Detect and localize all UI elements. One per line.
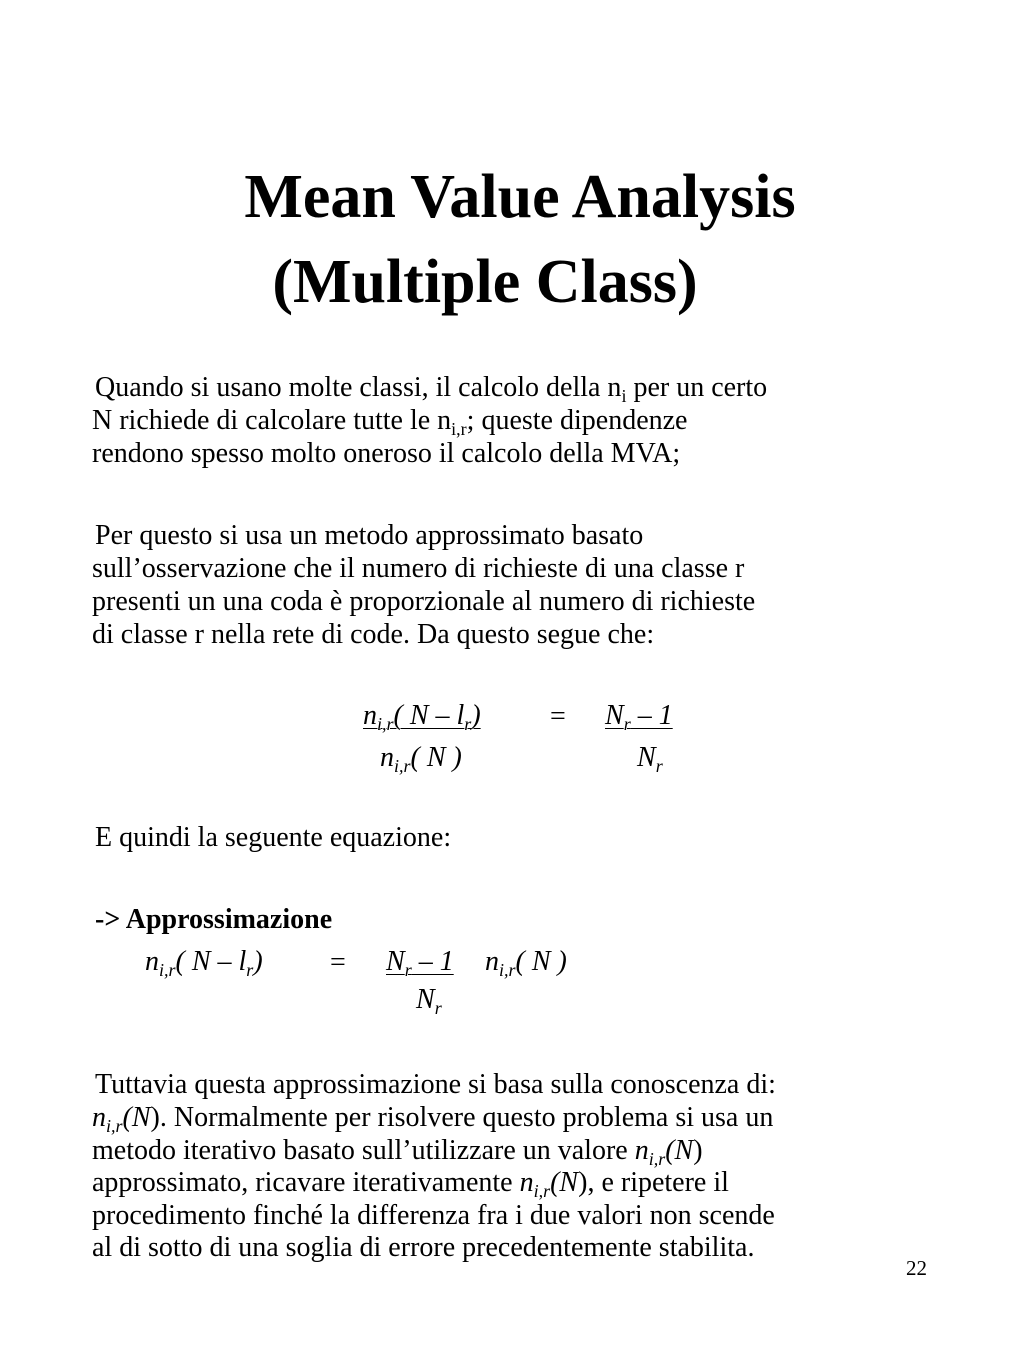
para4-line-6: al di sotto di una soglia di errore precedentemente stabilita.: [92, 1232, 755, 1263]
para2-line-3: presenti un una coda è proporzionale al numero di richieste: [92, 586, 756, 617]
para1-line-1: [95, 372, 767, 404]
subscript: r: [623, 714, 631, 734]
subscript: i: [621, 386, 627, 406]
paragraph-3: E quindi la seguente equazione:: [95, 822, 452, 853]
text: (N: [550, 1167, 579, 1198]
text: n: [363, 700, 377, 731]
text: n: [634, 1135, 649, 1166]
subscript: i,r: [377, 714, 394, 734]
text: n: [380, 742, 394, 773]
text: ): [253, 946, 263, 977]
text: ): [578, 1167, 588, 1198]
text: ): [693, 1135, 703, 1166]
text: ( N ): [515, 946, 567, 977]
subscript: i,r: [394, 756, 411, 776]
para2-line-2: sull’osservazione che il numero di richieste di una classe r: [92, 553, 745, 584]
subscript: r: [434, 998, 442, 1018]
subscript: i,r: [451, 419, 467, 439]
para2-line-1: Per questo si usa un metodo approssimato basato: [95, 520, 644, 551]
text: (N: [122, 1102, 151, 1133]
text: N richiede di calcolare tutte le n: [92, 405, 452, 436]
eq1-left-denominator: [380, 742, 462, 774]
text: approssimato, ricavare iterativamente: [92, 1167, 520, 1198]
text: n: [519, 1167, 534, 1198]
text: – 1: [630, 700, 673, 731]
page-number: 22: [906, 1256, 927, 1280]
text: ): [150, 1102, 160, 1133]
slide-title: [0, 155, 1024, 325]
text: n: [92, 1102, 106, 1133]
text: . Normalmente per risolvere questo problema si usa un: [159, 1102, 774, 1133]
text: – 1: [411, 946, 454, 977]
subscript: r: [246, 960, 254, 980]
subscript: r: [464, 714, 472, 734]
subscript: r: [655, 756, 663, 776]
title-line-2: (Multiple Class): [272, 248, 698, 316]
text: ( N ): [410, 742, 462, 773]
eq1-left-numerator: [363, 700, 481, 732]
subscript: r: [404, 960, 412, 980]
para2-line-4: di classe r nella rete di code. Da questo segue che:: [92, 619, 655, 650]
title-line-1: Mean Value Analysis: [244, 163, 796, 231]
eq1-equals: =: [550, 701, 566, 732]
subscript: i,r: [533, 1181, 551, 1201]
text: metodo iterativo basato sull’utilizzare un valore: [92, 1135, 635, 1166]
text: n: [485, 946, 499, 977]
approximation-heading: -> Approssimazione: [95, 904, 333, 935]
text: Quando si usano molte classi, il calcolo della n: [95, 372, 622, 403]
text: ): [471, 700, 481, 731]
eq2-fraction-numerator: [386, 946, 454, 978]
para4-line-1: Tuttavia questa approssimazione si basa sulla conoscenza di:: [95, 1069, 776, 1100]
text: n: [145, 946, 159, 977]
eq2-factor: [485, 946, 567, 978]
eq2-fraction-denominator: [416, 984, 442, 1016]
text: N: [386, 946, 405, 977]
para4-line-5: procedimento finché la differenza fra i due valori non scende: [92, 1200, 775, 1231]
text: , e ripetere il: [587, 1167, 729, 1198]
para1-line-2: [92, 405, 687, 437]
text: ( N – l: [393, 700, 465, 731]
subscript: i,r: [159, 960, 176, 980]
eq2-equals: =: [330, 947, 346, 978]
subscript: i,r: [499, 960, 516, 980]
eq1-right-denominator: [637, 742, 663, 774]
subscript: i,r: [106, 1116, 123, 1136]
para4-line-4: [92, 1167, 729, 1199]
para1-line-3: rendono spesso molto oneroso il calcolo della MVA;: [92, 438, 681, 469]
text: N: [637, 742, 656, 773]
eq2-left: [145, 946, 263, 978]
text: ( N – l: [175, 946, 247, 977]
eq1-right-numerator: [605, 700, 673, 732]
text: (N: [665, 1135, 694, 1166]
subscript: i,r: [648, 1149, 666, 1169]
text: N: [416, 984, 435, 1015]
para4-line-2: [92, 1102, 773, 1134]
para4-line-3: [92, 1135, 703, 1167]
text: per un certo: [626, 372, 768, 403]
text: N: [605, 700, 624, 731]
text: ; queste dipendenze: [466, 405, 688, 436]
